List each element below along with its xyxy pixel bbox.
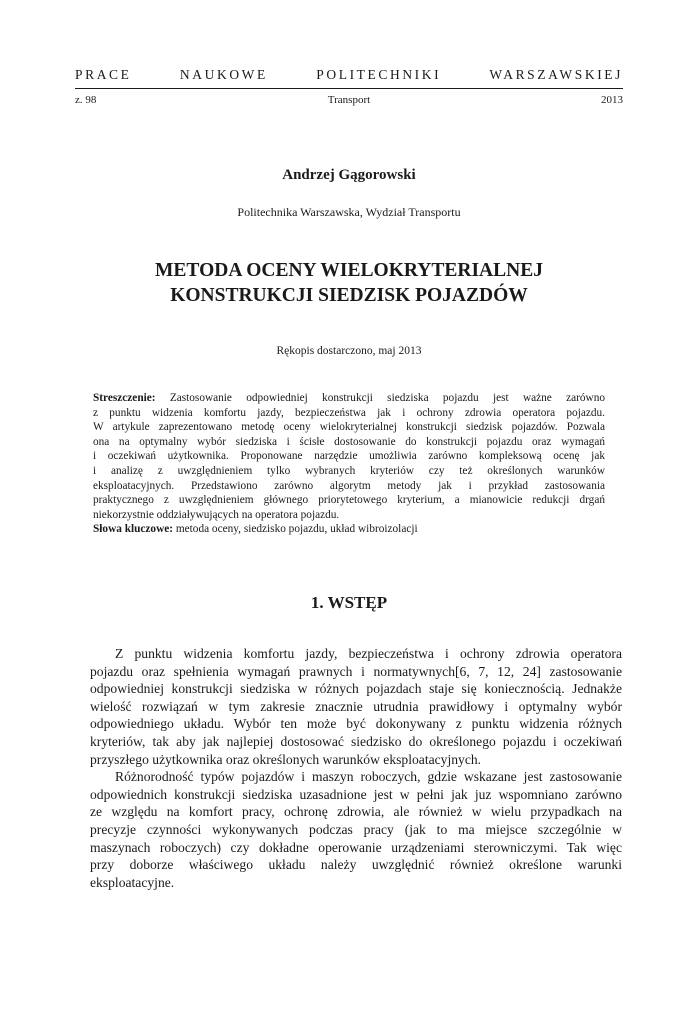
abstract <box>93 391 605 537</box>
body-line: pojazdu oraz spełnienia wymagań prawnych i normatywnych[6, 7, 12, 24] zastosowanie <box>90 663 622 679</box>
abstract-line: z punktu widzenia komfortu jazdy, bezpieczeństwa jak i ochrony zdrowia operatora pojazdu. <box>93 406 605 419</box>
author-name: Andrzej Gągorowski <box>282 167 416 183</box>
keywords-text: metoda oceny, siedzisko pojazdu, układ wibroizolacji <box>173 523 418 536</box>
body-line: wielość rozwiązań w tym zakresie znacznie utrudnia prawidłowy i optymalny wybór <box>90 698 622 714</box>
series-name: Transport <box>327 94 371 106</box>
volume-number: z. 98 <box>75 94 97 106</box>
received-date: Rękopis dostarczono, maj 2013 <box>276 345 422 357</box>
paper-title-line: KONSTRUKCJI SIEDZISK POJAZDÓW <box>170 285 528 306</box>
body-line: precyzje czynności wykonywanych podczas pracy (jak to ma miejsce szczególnie w <box>90 821 622 837</box>
abstract-label: Streszczenie: <box>93 392 156 404</box>
abstract-line: ona na optymalny wybór siedziska i ścisłe dostosowanie do konstrukcji pojazdu oraz wymagań <box>93 435 605 448</box>
body-line-text: Z punktu widzenia komfortu jazdy, bezpieczeństwa i ochrony zdrowia operatora <box>115 646 622 661</box>
keywords-line <box>93 522 605 537</box>
paper-title-line: METODA OCENY WIELOKRYTERIALNEJ <box>155 260 543 281</box>
body-line-text: Różnorodność typów pojazdów i maszyn roboczych, gdzie wskazane jest zastosowanie <box>115 769 622 785</box>
keywords-label: Słowa kluczowe: <box>93 523 174 536</box>
header-rule <box>75 88 623 89</box>
body-line: odpowiednich konstrukcji siedziska uzasadnione jest w pełni jak juz wspomniano zarówno <box>90 786 622 802</box>
body-line <box>90 645 622 663</box>
body-line: ze względu na komfort pracy, ochronę zdrowia, ale również w wielu przypadkach na <box>90 804 622 820</box>
body-line: kryteriów, tak aby jak najlepiej dostosować siedzisko do określonego pojazdu i oczekiwań <box>90 733 622 749</box>
publication-year: 2013 <box>601 94 623 106</box>
body-line <box>90 768 622 786</box>
abstract-line: praktycznego z uwzględnieniem głównego priorytetowego kryterium, a mianowicie redukcji drgań <box>93 494 605 507</box>
abstract-line: niekorzystnie oddziaływujących na operatora pojazdu. <box>93 508 340 521</box>
body-text <box>90 645 622 891</box>
abstract-line: i analizę z uwzględnieniem tylko wybranych kryteriów czy też określonych warunków <box>93 464 605 477</box>
body-line: przy doborze właściwego układu należy uwzględnić również określone warunki <box>90 857 622 873</box>
abstract-line: i oczekiwań użytkownika. Proponowane narzędzie umożliwia zarówno kompleksową ocenę jak <box>93 450 605 463</box>
abstract-text: Zastosowanie odpowiedniej konstrukcji siedziska pojazdu jest ważne zarówno <box>155 392 605 404</box>
paper-title <box>0 258 698 308</box>
abstract-line: W artykule zaprezentowano metodę oceny wielokryterialnej konstrukcji siedzisk pojazdów. Pozwala <box>93 421 605 434</box>
author-affiliation: Politechnika Warszawska, Wydział Transportu <box>237 205 461 219</box>
abstract-line: eksploatacyjnych. Przedstawiono zarówno algorytm metody jak i przykład zastosowania <box>93 479 605 492</box>
body-line: eksploatacyjne. <box>90 874 175 890</box>
body-line: maszynach roboczych) czy dokładne operowanie urządzeniami sterowniczymi. Tak więc <box>90 839 622 855</box>
journal-title: PRACE NAUKOWE POLITECHNIKI WARSZAWSKIEJ <box>75 67 623 82</box>
section-heading: 1. WSTĘP <box>310 593 388 612</box>
body-line: odpowiedniej konstrukcji siedziska w różnych pojazdach staje się koniecznością. Jednakże <box>90 681 622 697</box>
body-line: odpowiedniego układu. Wybór ten może być dokonywany z punktu widzenia różnych <box>90 716 622 732</box>
body-line: przyszłego użytkownika oraz określonych warunków eksploatacyjnych. <box>90 751 482 767</box>
abstract-line <box>93 391 605 406</box>
